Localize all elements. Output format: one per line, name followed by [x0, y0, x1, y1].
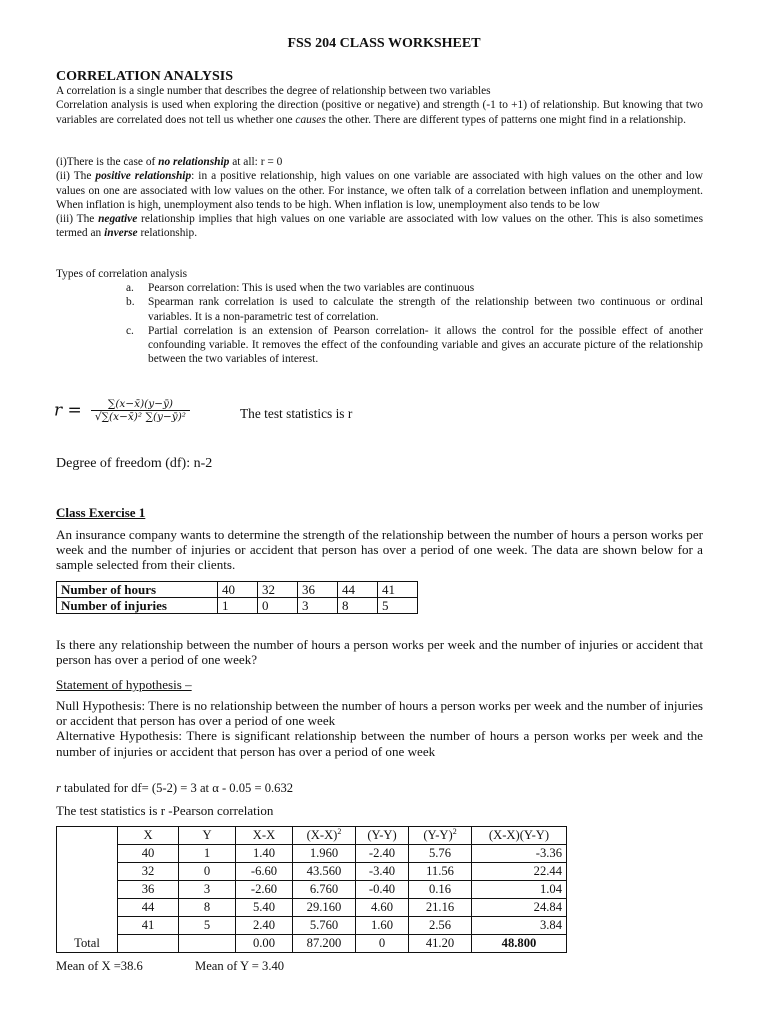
- exercise-heading: Class Exercise 1: [56, 505, 146, 520]
- table-cell: 22.44: [472, 863, 567, 881]
- case-no-relationship: (i)There is the case of no relationship at all: r = 0: [56, 156, 283, 168]
- table-cell: 5: [378, 598, 418, 614]
- table-cell: 21.16: [409, 899, 472, 917]
- table-total-row: [57, 935, 567, 953]
- table-cell: 8: [179, 899, 236, 917]
- header-cell: (X-X)(Y-Y): [472, 827, 567, 845]
- hypotheses: [56, 698, 703, 759]
- mean-y: Mean of Y = 3.40: [195, 959, 285, 973]
- alternative-hypothesis: Alternative Hypothesis: There is significant relationship between the number of hours a person works per week and the number of injuries or accident that person has over a period of one week: [56, 728, 703, 759]
- table-cell: 3.84: [472, 917, 567, 935]
- table-cell: 1: [179, 845, 236, 863]
- table-cell: 2.40: [236, 917, 293, 935]
- table-cell: 32: [118, 863, 179, 881]
- table-cell: 40: [118, 845, 179, 863]
- research-question: Is there any relationship between the number of hours a person works per week and the number of injuries or accident that person has over a period of one week?: [56, 637, 703, 668]
- formula-numerator: ∑(x−x̄)(y−ȳ): [91, 398, 190, 411]
- table-cell: 1.40: [236, 845, 293, 863]
- total-label: Total: [57, 935, 118, 953]
- table-row: [57, 845, 567, 863]
- intro-paragraph: Correlation analysis is used when exploring the direction (positive or negative) and strength (-1 to +1) of relationship. But knowing that two variables are correlated does not tell us whether one causes the other. There are different types of patterns one might find in a relationship.: [56, 99, 703, 126]
- formula-lhs: r =: [54, 400, 82, 421]
- table-cell: 11.56: [409, 863, 472, 881]
- table-cell: 24.84: [472, 899, 567, 917]
- blank-cell: [57, 827, 118, 935]
- table-cell: 4.60: [356, 899, 409, 917]
- test-statistic-line: The test statistics is r -Pearson correlation: [56, 803, 274, 818]
- table-cell: 5: [179, 917, 236, 935]
- table-cell: 41: [118, 917, 179, 935]
- table-cell: [118, 935, 179, 953]
- types-list: [126, 281, 703, 367]
- table-cell: 0.00: [236, 935, 293, 953]
- table-cell: 1.04: [472, 881, 567, 899]
- case-negative: (iii) The negative relationship implies that high values on one variable are associated with low values on the other. This is also sometimes termed an inverse relationship.: [56, 213, 704, 240]
- hypothesis-heading: Statement of hypothesis –: [56, 677, 192, 692]
- table-row: [57, 598, 418, 614]
- table-cell: 41: [378, 582, 418, 598]
- table-cell: 41.20: [409, 935, 472, 953]
- worksheet-title: FSS 204 CLASS WORKSHEET: [287, 36, 481, 51]
- list-item: b. Spearman rank correlation is used to calculate the strength of the relationship between two continuous or ordinal variables. It is a non-parametric test of correlation.: [126, 296, 703, 323]
- table-row: [57, 582, 418, 598]
- null-hypothesis: Null Hypothesis: There is no relationship between the number of hours a person works per week and the number of injuries or accident that person has over a period of one week: [56, 698, 704, 729]
- table-cell: 0: [356, 935, 409, 953]
- table-cell: 5.76: [409, 845, 472, 863]
- table-cell: 87.200: [293, 935, 356, 953]
- row-label: Number of injuries: [57, 598, 218, 614]
- formula-denominator: √∑(x−x̄)² ∑(y−ȳ)²: [94, 411, 187, 423]
- table-cell: 3: [298, 598, 338, 614]
- r-tabulated: r tabulated for df= (5-2) = 3 at α - 0.05 = 0.632: [56, 781, 294, 795]
- table-cell: [179, 935, 236, 953]
- table-cell: -2.40: [356, 845, 409, 863]
- case-positive: (ii) The positive relationship: in a positive relationship, high values on one variable are associated with high values on the other and low values on one are associated with low values on the other. For instance, we often talk of a correlation between inflation and unemployment. When inflation is high, unemployment also tends to be high. When inflation is low, unemployment also tends to be low: [56, 170, 703, 211]
- section-heading: CORRELATION ANALYSIS: [56, 69, 233, 84]
- pearson-formula: [54, 398, 190, 423]
- relationship-cases: [56, 155, 703, 241]
- table-cell: 32: [258, 582, 298, 598]
- exercise-description: An insurance company wants to determine the strength of the relationship between the number of hours a person works per week and the number of injuries or accident that person has over a period of one week. The data are shown below for a sample selected from their clients.: [56, 527, 703, 573]
- list-item: c. Partial correlation is an extension of Pearson correlation- it allows the control for the possible effect of another confounding variable. It removes the effect of the confounding variable and gives an accurate picture of the relationship between the two variables of interest.: [126, 324, 703, 366]
- intro-block: [56, 84, 703, 127]
- calculation-table: [56, 826, 567, 953]
- table-cell: 48.800: [472, 935, 567, 953]
- table-cell: 3: [179, 881, 236, 899]
- table-row: [57, 899, 567, 917]
- table-cell: 6.760: [293, 881, 356, 899]
- types-heading: Types of correlation analysis: [56, 268, 188, 280]
- table-cell: 0: [179, 863, 236, 881]
- mean-x: Mean of X =38.6: [56, 959, 143, 973]
- table-cell: 40: [218, 582, 258, 598]
- table-row: [57, 917, 567, 935]
- table-cell: 44: [118, 899, 179, 917]
- table-cell: 5.40: [236, 899, 293, 917]
- table-cell: 1: [218, 598, 258, 614]
- table-cell: 1.960: [293, 845, 356, 863]
- header-cell: X-X: [236, 827, 293, 845]
- table-cell: -3.40: [356, 863, 409, 881]
- table-header-row: [57, 827, 567, 845]
- formula-note: The test statistics is r: [240, 406, 353, 421]
- list-item: a. Pearson correlation: This is used when the two variables are continuous: [126, 282, 475, 294]
- header-cell: $(Y-Y)^2$: [409, 827, 472, 845]
- row-label: Number of hours: [57, 582, 218, 598]
- table-cell: 0: [258, 598, 298, 614]
- table-cell: -3.36: [472, 845, 567, 863]
- table-row: [57, 863, 567, 881]
- table-row: [57, 881, 567, 899]
- table-cell: 0.16: [409, 881, 472, 899]
- table-cell: 36: [298, 582, 338, 598]
- header-cell: X: [118, 827, 179, 845]
- header-cell: Y: [179, 827, 236, 845]
- header-cell: (Y-Y): [356, 827, 409, 845]
- table-cell: -6.60: [236, 863, 293, 881]
- table-cell: -2.60: [236, 881, 293, 899]
- table-cell: 43.560: [293, 863, 356, 881]
- header-cell: $(X-X)^2$: [293, 827, 356, 845]
- intro-line: A correlation is a single number that describes the degree of relationship between two variables: [56, 85, 491, 97]
- table-cell: 2.56: [409, 917, 472, 935]
- table-cell: 5.760: [293, 917, 356, 935]
- table-cell: -0.40: [356, 881, 409, 899]
- data-table: [56, 581, 418, 614]
- table-cell: 29.160: [293, 899, 356, 917]
- table-cell: 36: [118, 881, 179, 899]
- degree-of-freedom: Degree of freedom (df): n-2: [56, 456, 213, 471]
- table-cell: 1.60: [356, 917, 409, 935]
- table-cell: 44: [338, 582, 378, 598]
- table-cell: 8: [338, 598, 378, 614]
